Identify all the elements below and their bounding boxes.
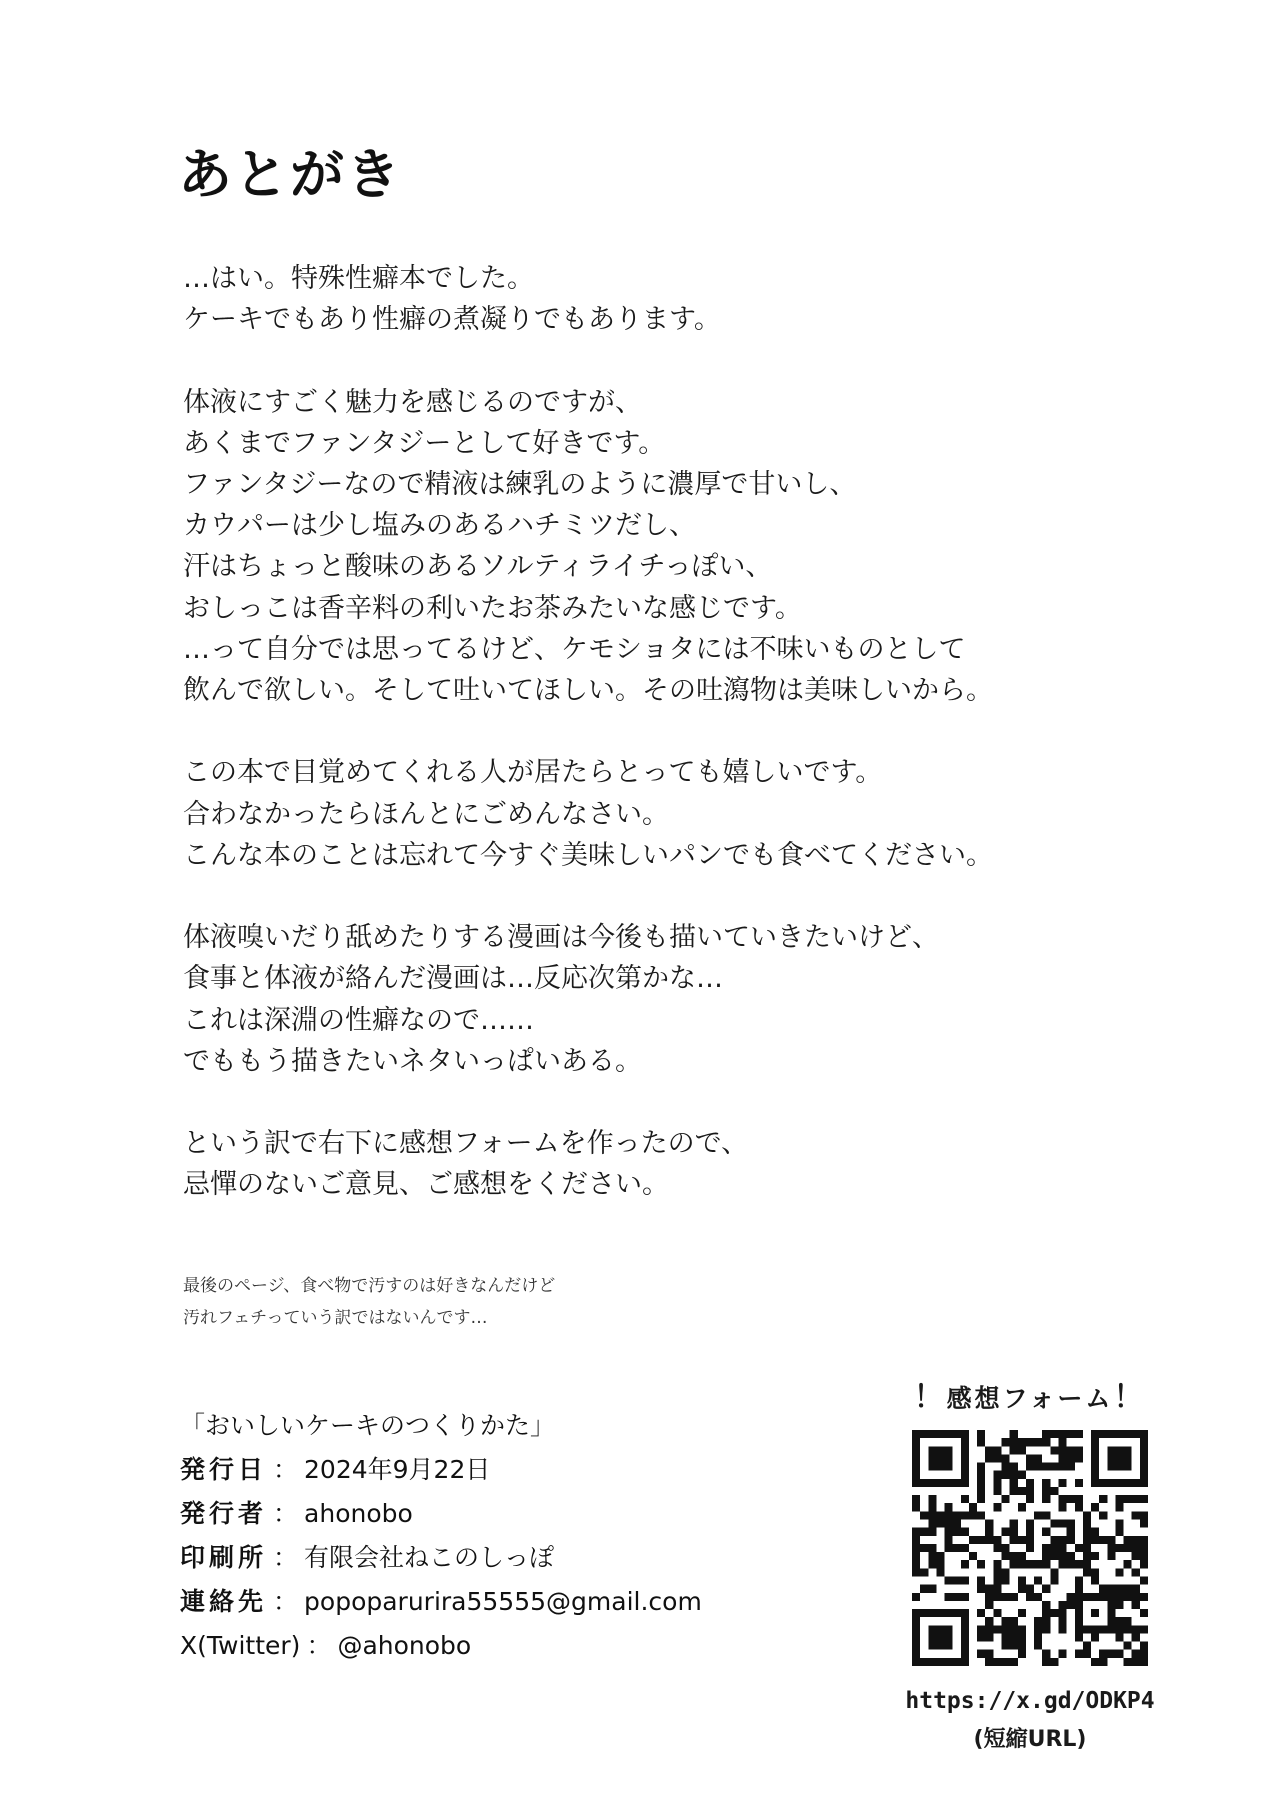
- colophon-label: 発行者: [180, 1499, 268, 1528]
- exclamation-icon: ！: [913, 1380, 947, 1415]
- colophon-label: 印刷所: [180, 1543, 268, 1572]
- colophon-value: ahonobo: [304, 1499, 413, 1528]
- paragraph-1: [183, 258, 1103, 340]
- afterword-body: [183, 258, 1103, 1247]
- paragraph-4: [183, 917, 1103, 1082]
- colophon-value: 2024年9月22日: [304, 1455, 491, 1484]
- colophon-label: 連絡先: [180, 1587, 268, 1616]
- text-line: カウパーは少し塩みのあるハチミツだし、: [183, 510, 696, 542]
- colophon-separator: ：: [306, 1631, 332, 1660]
- paragraph-3: [183, 752, 1103, 876]
- colophon-row-date: [180, 1448, 702, 1492]
- text-line: おしっこは香辛料の利いたお茶みたいな感じです。: [183, 592, 802, 624]
- text-line: これは深淵の性癖なので……: [183, 1004, 534, 1036]
- text-line: 体液嗅いだり舐めたりする漫画は今後も描いていきたいけど、: [183, 922, 939, 954]
- text-line: こんな本のことは忘れて今すぐ美味しいパンでも食べてください。: [183, 839, 993, 871]
- qr-code-icon[interactable]: [912, 1430, 1148, 1666]
- colophon-row-printer: [180, 1536, 702, 1580]
- colophon-separator: ：: [273, 1543, 299, 1572]
- footnote-line: 汚れフェチっていう訳ではないんです…: [183, 1308, 488, 1328]
- text-line: 体液にすごく魅力を感じるのですが、: [183, 386, 642, 418]
- paragraph-5: [183, 1123, 1103, 1205]
- twitter-handle-link[interactable]: @ahonobo: [337, 1631, 472, 1660]
- book-title: 「おいしいケーキのつくりかた」: [180, 1411, 556, 1440]
- text-line: という訳で右下に感想フォームを作ったので、: [183, 1128, 749, 1160]
- colophon-separator: ：: [273, 1455, 299, 1484]
- feedback-url-link[interactable]: https://x.gd/ODKP4: [905, 1688, 1155, 1714]
- feedback-heading: [890, 1372, 1170, 1416]
- text-line: 飲んで欲しい。そして吐いてほしい。その吐瀉物は美味しいから。: [183, 675, 993, 707]
- text-line: ケーキでもあり性癖の煮凝りでもあります。: [183, 304, 721, 336]
- colophon-value: 有限会社ねこのしっぽ: [304, 1543, 555, 1572]
- feedback-form-block: [890, 1372, 1170, 1753]
- colophon-label: 発行日: [180, 1455, 268, 1484]
- exclamation-icon: ！: [1113, 1380, 1147, 1415]
- colophon-row-twitter: [180, 1624, 702, 1668]
- text-line: 忌憚のないご意見、ご感想をください。: [183, 1169, 669, 1201]
- colophon-separator: ：: [273, 1587, 299, 1616]
- paragraph-2: [183, 382, 1103, 712]
- text-line: 食事と体液が絡んだ漫画は…反応次第かな…: [183, 963, 723, 995]
- text-line: この本で目覚めてくれる人が居たらとっても嬉しいです。: [183, 757, 883, 789]
- twitter-label: X(Twitter): [180, 1631, 301, 1660]
- footnote: [183, 1270, 555, 1334]
- text-line: 合わなかったらほんとにごめんなさい。: [183, 798, 669, 830]
- short-url-note: (短縮URL): [973, 1727, 1087, 1752]
- colophon-row-contact: [180, 1580, 702, 1624]
- text-line: …はい。特殊性癖本でした。: [183, 263, 534, 294]
- contact-email-link[interactable]: popoparurira55555@gmail.com: [304, 1587, 702, 1616]
- text-line: …って自分では思ってるけど、ケモショタには不味いものとして: [183, 633, 966, 665]
- text-line: ファンタジーなので精液は練乳のように濃厚で甘いし、: [183, 469, 857, 500]
- colophon: [180, 1404, 702, 1668]
- page-title: あとがき: [178, 142, 402, 206]
- feedback-heading-label: 感想フォーム: [946, 1384, 1114, 1413]
- text-line: でももう描きたいネタいっぱいある。: [183, 1045, 642, 1077]
- text-line: 汗はちょっと酸味のあるソルティライチっぽい、: [183, 551, 773, 583]
- footnote-line: 最後のページ、食べ物で汚すのは好きなんだけど: [183, 1276, 556, 1296]
- colophon-separator: ：: [273, 1499, 299, 1528]
- text-line: あくまでファンタジーとして好きです。: [183, 427, 666, 459]
- colophon-row-publisher: [180, 1492, 702, 1536]
